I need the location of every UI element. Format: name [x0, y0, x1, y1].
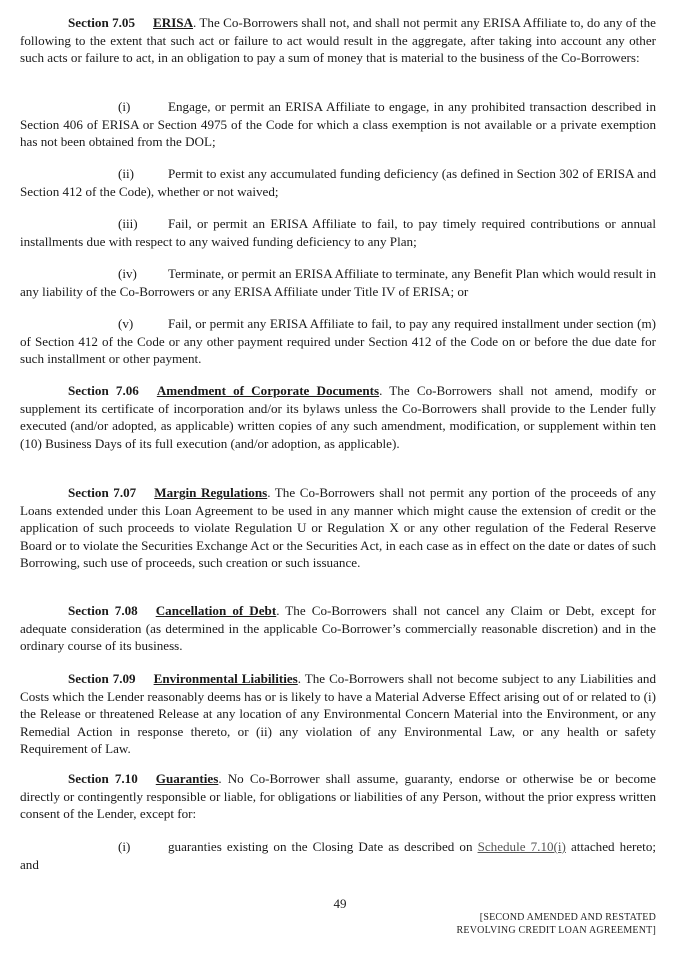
section-body: . The Co-Borrowers shall not permit any portion of the proceeds of any Loans extended under this Loan Agreement to be used in any manner which might cause the extension of credit or the application of such proceeds to violate Regulation U or Regulation X or any other regulation of the Federal Reserve Board or to violate the Securities Exchange Act or the Securities Act, in each case as in effect on the date or dates of such Borrowing, such use of proceeds, such creation or such issuance.: [20, 485, 656, 570]
list-item: [20, 265, 656, 300]
section-7-07: [20, 484, 656, 572]
item-text-end: attached hereto; and: [20, 839, 657, 872]
section-7-10: [20, 770, 656, 823]
section-title: Margin Regulations: [154, 485, 268, 500]
list-item: [20, 315, 656, 368]
section-number: Section 7.08: [68, 603, 138, 618]
footer-line-2: REVOLVING CREDIT LOAN AGREEMENT]: [456, 925, 656, 936]
section-number: Section 7.07: [68, 485, 137, 500]
document-footer: [457, 911, 656, 937]
item-text: Permit to exist any accumulated funding deficiency (as defined in Section 302 of ERISA and Section 412 of the Code), whether or not waived;: [20, 166, 656, 199]
list-item: [20, 215, 656, 250]
item-text: Engage, or permit an ERISA Affiliate to engage, in any prohibited transaction described in Section 406 of ERISA or Section 4975 of the Code for which a class exemption is not available or a private exemption has not been obtained from the DOL;: [20, 99, 656, 149]
item-number: (i): [118, 839, 131, 854]
list-item: [20, 165, 656, 200]
section-body: . The Co-Borrowers shall not, and shall not permit any ERISA Affiliate to, do any of the following to the extent that such act or failure to act would result in the aggregate, after taking into account any other such acts or failure to act, in an obligation to pay a sum of money that is material to the business of the Co-Borrowers:: [20, 15, 656, 65]
section-title: Cancellation of Debt: [155, 603, 277, 618]
section-title: Amendment of Corporate Documents: [156, 383, 380, 398]
item-number: (v): [118, 316, 134, 331]
section-body: . The Co-Borrowers shall not become subject to any Liabilities and Costs which the Lender reasonably deems has or is likely to have a Material Adverse Effect arising out of or related to (i) the Release or threatened Release at any location of any Environmental Concern Material into the Environment, or any Remedial Action in response thereto, or (ii) any violation of any Environmental Law, or any health or safety Requirement of Law.: [20, 671, 657, 756]
section-7-08: [20, 602, 656, 655]
item-text: Terminate, or permit an ERISA Affiliate to terminate, any Benefit Plan which would result in any liability of the Co-Borrowers or any ERISA Affiliate under Title IV of ERISA; or: [20, 266, 656, 299]
section-7-06: [20, 382, 656, 452]
section-title: Environmental Liabilities: [153, 671, 298, 686]
item-number: (ii): [118, 166, 134, 181]
section-body: . The Co-Borrowers shall not amend, modify or supplement its certificate of incorporation and/or its bylaws unless the Co-Borrowers shall provide to the Lender fully executed (and/or adopted, as applicable) written copies of any such amendment, modification, or supplement within ten (10) Business Days of its full execution (and/or adoption, as applicable).: [20, 383, 656, 451]
item-text: Fail, or permit any ERISA Affiliate to fail, to pay any required installment under section (m) of Section 412 of the Code or any other payment required under Section 412 of the Code on or before the due date for such installment or other payment.: [20, 316, 656, 366]
section-number: Section 7.05: [68, 15, 135, 30]
list-item: [20, 98, 656, 151]
section-number: Section 7.09: [68, 671, 136, 686]
section-number: Section 7.10: [68, 771, 138, 786]
item-number: (i): [118, 99, 131, 114]
footer-line-1: [SECOND AMENDED AND RESTATED: [479, 912, 656, 923]
section-body: . The Co-Borrowers shall not cancel any Claim or Debt, except for adequate consideration (as determined in the applicable Co-Borrower’s commercially reasonable discretion) and in the ordinary course of its business.: [20, 603, 656, 653]
item-text: Fail, or permit an ERISA Affiliate to fail, to pay timely required contributions or annual installments due with respect to any waived funding deficiency to any Plan;: [20, 216, 656, 249]
section-number: Section 7.06: [68, 383, 139, 398]
item-number: (iii): [118, 216, 138, 231]
item-number: (iv): [118, 266, 137, 281]
section-title: ERISA: [153, 15, 194, 30]
section-title: Guaranties: [155, 771, 219, 786]
section-7-09: [20, 670, 656, 758]
section-7-05: [20, 14, 656, 67]
page-number: 49: [333, 896, 347, 911]
item-text: guaranties existing on the Closing Date as described on: [168, 839, 478, 854]
list-item: [20, 838, 656, 873]
schedule-link[interactable]: Schedule 7.10(i): [477, 839, 566, 854]
section-body: . No Co-Borrower shall assume, guaranty, endorse or otherwise be or become directly or contingently responsible or liable, for obligations or liabilities of any Person, without the prior express written consent of the Lender, except for:: [20, 771, 656, 821]
